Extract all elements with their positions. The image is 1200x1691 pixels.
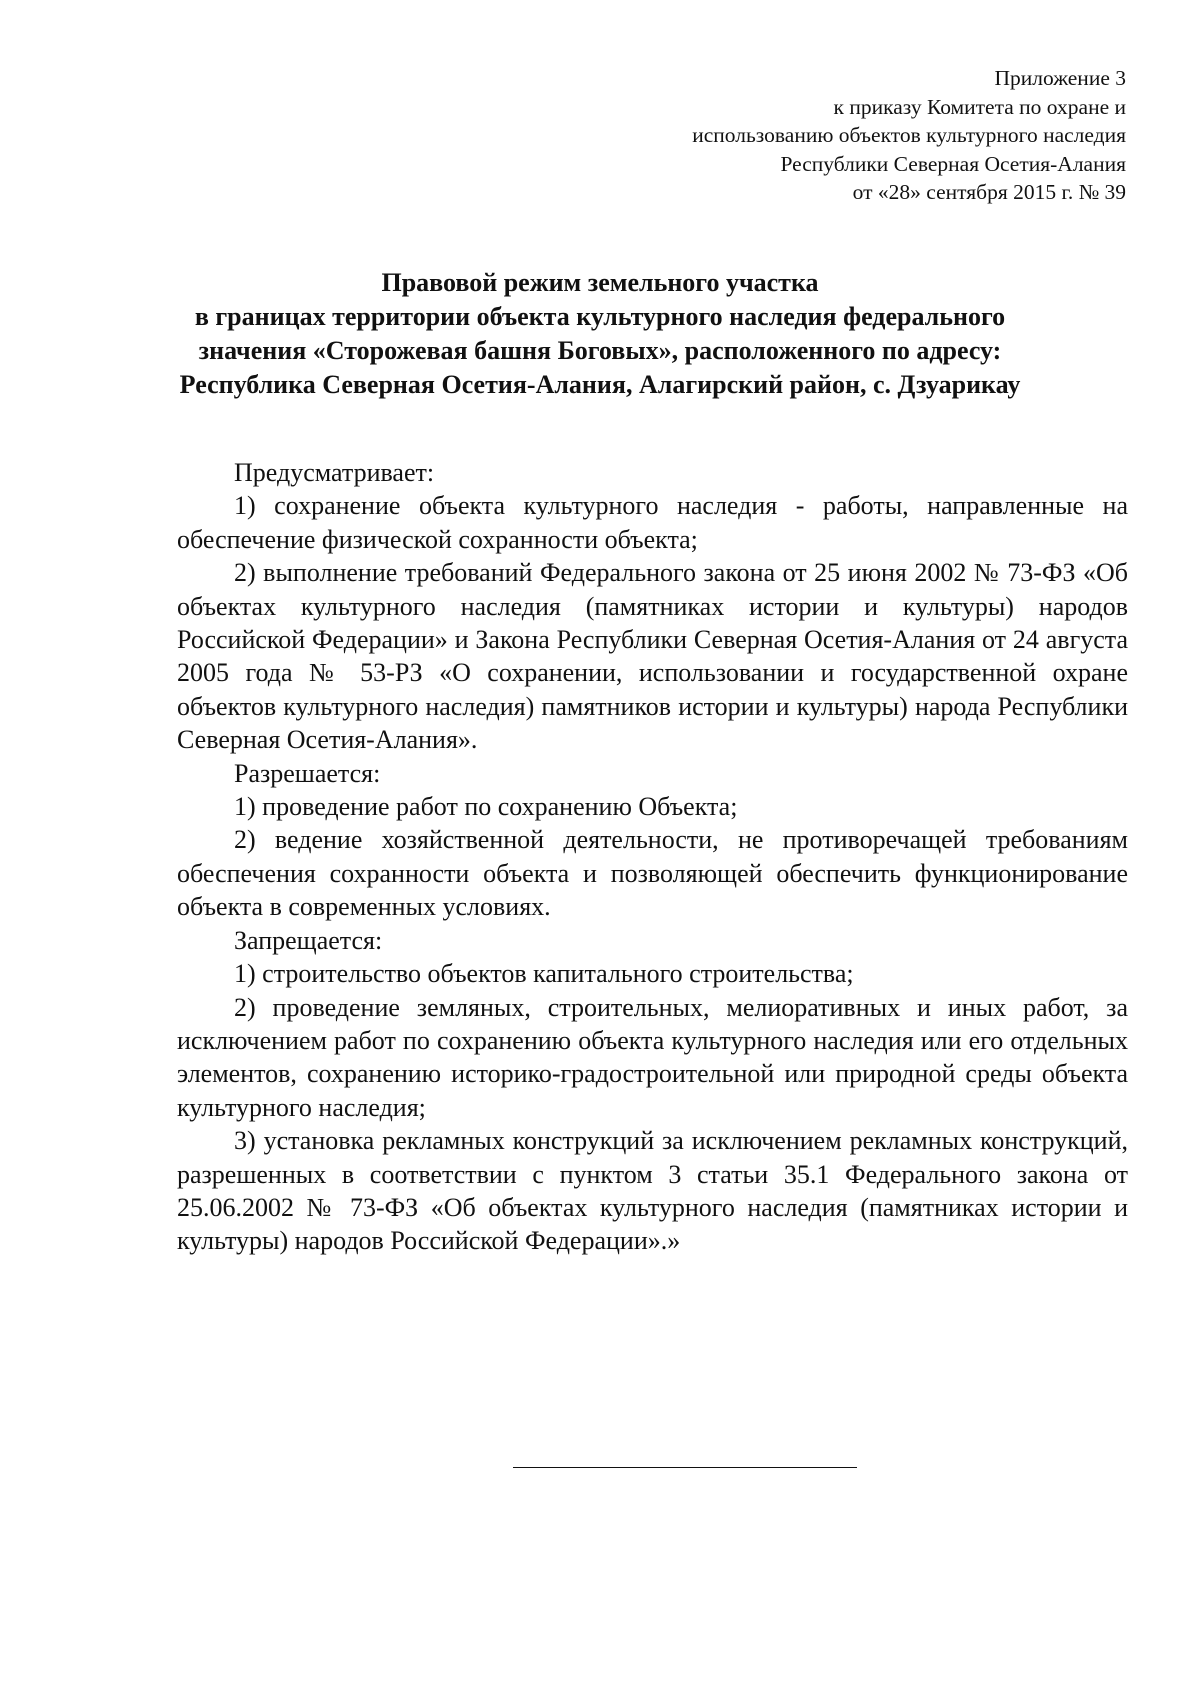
- title-line: значения «Сторожевая башня Боговых», расположенного по адресу:: [198, 336, 1002, 365]
- document-body: [177, 456, 1128, 1258]
- appendix-line: использованию объектов культурного наследия: [692, 123, 1126, 147]
- document-title: [0, 266, 1200, 402]
- appendix-line: Республики Северная Осетия-Алания: [780, 151, 1126, 176]
- title-line: Правовой режим земельного участка: [381, 268, 819, 297]
- list-item: 1) строительство объектов капитального строительства;: [234, 959, 854, 989]
- list-item: 1) проведение работ по сохранению Объекта;: [234, 792, 738, 822]
- appendix-line: от «28» сентября 2015 г. № 39: [852, 180, 1126, 204]
- section-heading-provides: Предусматривает:: [234, 458, 435, 487]
- title-line: Республика Северная Осетия-Алания, Алагирский район, с. Дзуарикау: [179, 370, 1021, 399]
- list-item: 2) ведение хозяйственной деятельности, не противоречащей требованиям обеспечения сохранности объекта и позволяющей обеспечить функционирование объекта в современных условиях.: [177, 825, 1128, 922]
- closing-divider-line: [513, 1467, 857, 1468]
- list-item: 2) выполнение требований Федерального закона от 25 июня 2002 № 73-ФЗ «Об объектах культурного наследия (памятниках истории и культуры) народов Российской Федерации» и Закона Республики Северная Осетия-Алания от 24 августа 2005 года № 53-РЗ «О сохранении, использовании и государственной охране объектов культурного наследия) памятников истории и культуры) народа Республики Северная Осетия-Алания».: [177, 558, 1128, 755]
- section-heading-allowed: Разрешается:: [234, 758, 381, 788]
- list-item: 3) установка рекламных конструкций за исключением рекламных конструкций, разрешенных в соответствии с пунктом 3 статьи 35.1 Федерального закона от 25.06.2002 № 73-ФЗ «Об объектах культурного наследия (памятниках истории и культуры) народов Российской Федерации».»: [177, 1126, 1128, 1256]
- appendix-line: к приказу Комитета по охране и: [833, 94, 1126, 119]
- list-item: 1) сохранение объекта культурного наследия - работы, направленные на обеспечение физической сохранности объекта;: [177, 491, 1128, 554]
- appendix-header: [692, 64, 1126, 207]
- title-line: в границах территории объекта культурного наследия федерального: [194, 302, 1006, 331]
- appendix-line: Приложение 3: [994, 66, 1126, 90]
- section-heading-prohibited: Запрещается:: [234, 925, 383, 955]
- list-item: 2) проведение земляных, строительных, мелиоративных и иных работ, за исключением работ по сохранению объекта культурного наследия или его отдельных элементов, сохранению историко-градостроительной или природной среды объекта культурного наследия;: [177, 992, 1128, 1122]
